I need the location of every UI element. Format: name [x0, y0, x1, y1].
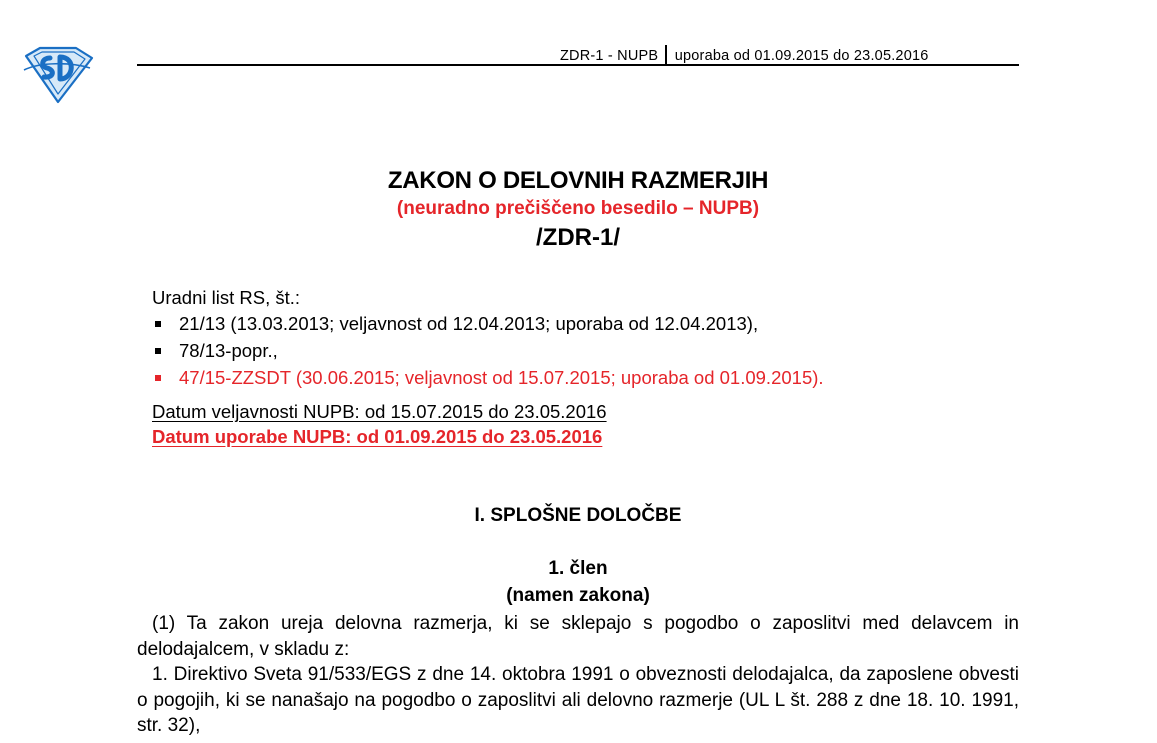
- list-item: [152, 364, 824, 391]
- header-rule: [137, 64, 1019, 66]
- running-header: [560, 45, 929, 64]
- gazette-item-text: 78/13-popr.,: [179, 340, 278, 361]
- dates-block: [152, 399, 607, 449]
- gazette-block: [152, 285, 824, 391]
- document-title: ZAKON O DELOVNIH RAZMERJIH: [387, 167, 769, 194]
- document-abbreviation: /ZDR-1/: [536, 224, 620, 251]
- bullet-icon: [155, 375, 161, 381]
- list-item: [152, 337, 824, 364]
- gazette-item-text: 47/15-ZZSDT (30.06.2015; veljavnost od 15.07.2015; uporaba od 01.09.2015).: [179, 367, 824, 388]
- bullet-icon: [155, 321, 161, 327]
- gazette-item-text: 21/13 (13.03.2013; veljavnost od 12.04.2013; uporaba od 12.04.2013),: [179, 313, 759, 334]
- bullet-icon: [155, 348, 161, 354]
- list-item: [152, 310, 824, 337]
- section-heading: I. SPLOŠNE DOLOČBE: [474, 505, 682, 526]
- article-name: (namen zakona): [506, 585, 650, 606]
- doc-code: ZDR-1 - NUPB: [560, 48, 659, 64]
- gazette-label: Uradni list RS, št.:: [152, 287, 301, 308]
- document-subtitle: (neuradno prečiščeno besedilo – NUPB): [396, 198, 760, 219]
- header-separator: [665, 45, 667, 64]
- usage-period: uporaba od 01.09.2015 do 23.05.2016: [674, 48, 929, 64]
- article-number: 1. člen: [548, 558, 608, 579]
- paragraph: 1. Direktivo Sveta 91/533/EGS z dne 14. oktobra 1991 o obveznosti delodajalca, da zaposlene obvesti o pogojih, ki se nanašajo na pogodbo o zaposlitvi ali delovno razmerje (UL L št. 288 z dne 18. 10. 1991, str. 32),: [137, 664, 1019, 736]
- validity-date: Datum veljavnosti NUPB: od 15.07.2015 do 23.05.2016: [152, 401, 607, 422]
- sd-logo-icon: [20, 44, 96, 106]
- usage-date: Datum uporabe NUPB: od 01.09.2015 do 23.05.2016: [152, 426, 603, 447]
- paragraph: (1) Ta zakon ureja delovna razmerja, ki se sklepajo s pogodbo o zaposlitvi med delavcem in delodajalcem, v skladu z:: [137, 613, 1019, 660]
